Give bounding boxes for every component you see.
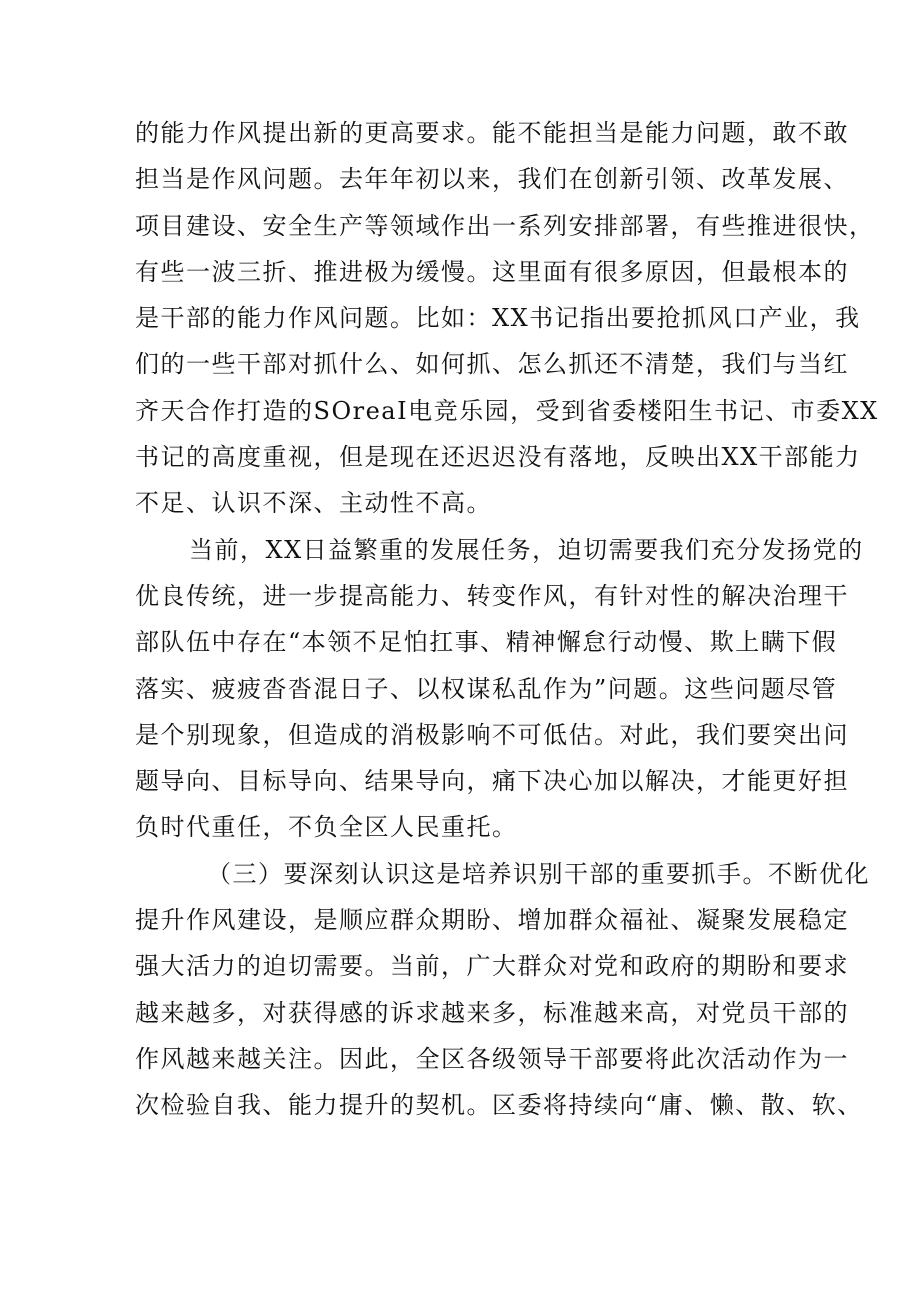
text-line: 们的一些干部对抓什么、如何抓、怎么抓还不清楚，我们与当红	[135, 350, 849, 379]
text-line: 有些一波三折、推进极为缓慢。这里面有很多原因，但最根本的	[135, 257, 849, 286]
text-line: 题导向、目标导向、结果导向，痛下决心加以解决，才能更好担	[135, 767, 849, 796]
document-body	[135, 110, 879, 1129]
text-line: 落实、疲疲沓沓混日子、以权谋私乱作为”问题。这些问题尽管	[135, 674, 838, 703]
text-line: 书记的高度重视，但是现在还迟迟没有落地，反映出XX干部能力	[135, 443, 861, 472]
text-line: 的能力作风提出新的更高要求。能不能担当是能力问题，敢不敢	[135, 119, 849, 147]
paragraph-2	[135, 527, 864, 851]
text-line: 越来越多，对获得感的诉求越来多，标准越来高，对党员干部的	[135, 998, 849, 1027]
text-line: 是个别现象，但造成的消极影响不可低估。对此，我们要突出问	[135, 720, 849, 749]
paragraph-1	[135, 110, 879, 527]
text-line: 优良传统，进一步提高能力、转变作风，有针对性的解决治理干	[135, 581, 849, 610]
text-line: 当前，XX日益繁重的发展任务，迫切需要我们充分发扬党的	[189, 535, 864, 564]
text-line: 是干部的能力作风问题。比如：XX书记指出要抢抓风口产业，我	[135, 304, 861, 333]
paragraph-3	[135, 851, 870, 1129]
text-line: 项目建设、安全生产等领域作出一系列安排部署，有些推进很快，	[135, 211, 875, 240]
text-line: 齐天合作打造的SOreaI电竞乐园，受到省委楼阳生书记、市委XX	[135, 396, 879, 425]
text-line: 强大活力的迫切需要。当前，广大群众对党和政府的期盼和要求	[135, 952, 849, 981]
text-line: 作风越来越关注。因此，全区各级领导干部要将此次活动作为一	[135, 1044, 849, 1073]
text-line: 次检验自我、能力提升的契机。区委将持续向“庸、懒、散、软、	[135, 1091, 863, 1120]
text-line: 提升作风建设，是顺应群众期盼、增加群众福祉、凝聚发展稳定	[135, 906, 849, 935]
text-line: 部队伍中存在“本领不足怕扛事、精神懈怠行动慢、欺上瞒下假	[135, 628, 838, 657]
text-line: 负时代重任，不负全区人民重托。	[135, 813, 518, 842]
text-line: 担当是作风问题。去年年初以来，我们在创新引领、改革发展、	[135, 165, 849, 194]
text-line: （三）要深刻认识这是培养识别干部的重要抓手。不断优化	[207, 859, 870, 888]
text-line: 不足、认识不深、主动性不高。	[135, 489, 492, 518]
